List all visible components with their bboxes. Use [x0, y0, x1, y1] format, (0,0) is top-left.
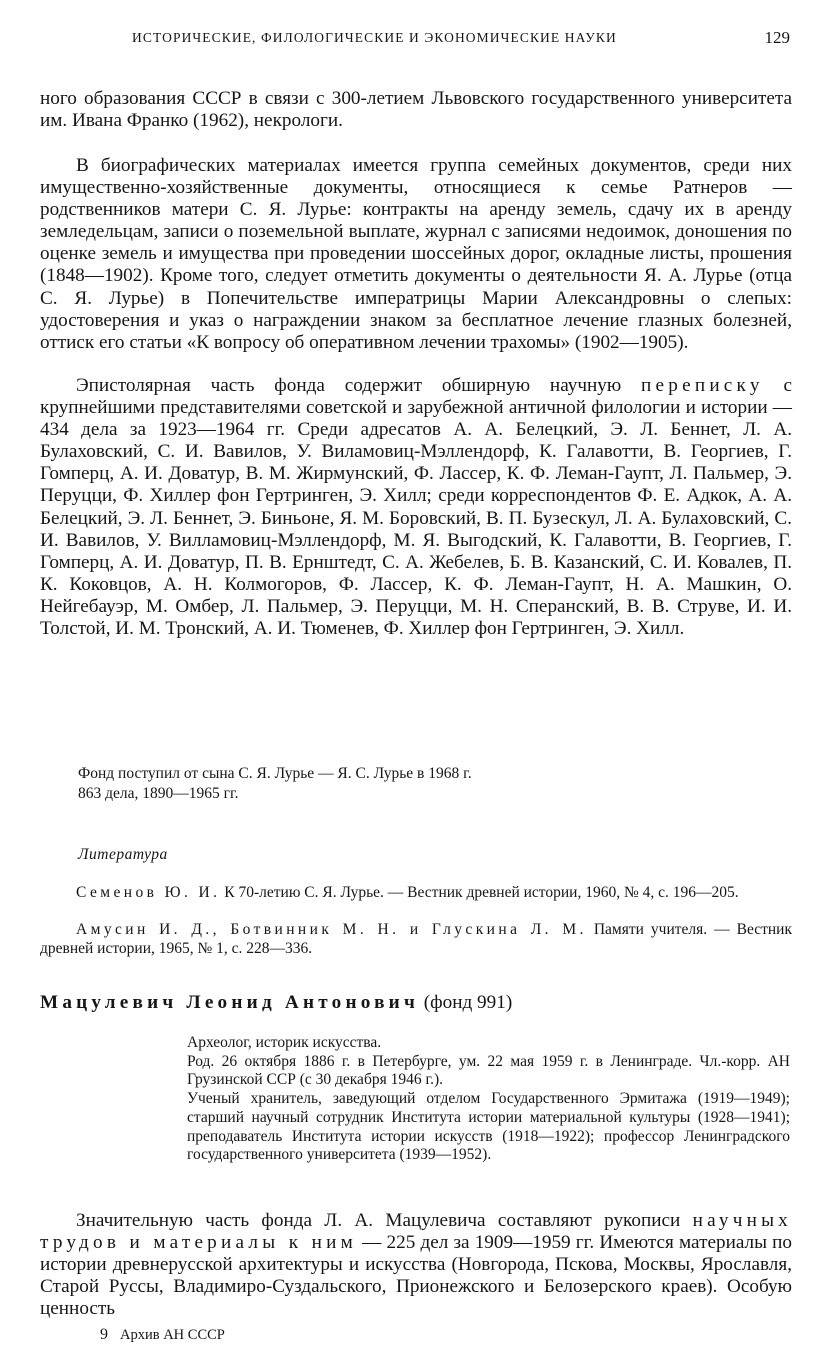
literature-heading: Литература: [78, 846, 168, 863]
paragraph-text: В биографических материалах имеется группа семейных документов, среди них имущественно-хозяйственные документы, относящиеся к семье Ратнеров — родственников матери С. Я. Лурье: контракты на аренду земель, сдачу их в аренду земледельцам, записи о поземельной выплате, журнал с записями недоимок, доношения по оценке земель и имущества при проведении шоссейных дорог, окладные листы, прошения (1848—1902). Кроме того, следует отметить документы о деятельности Я. А. Лурье (отца С. Я. Лурье) в Попечительстве императрицы Марии Александровны о слепых: удостоверения и указ о награждении знаком за бесплатное лечение глазных болезней, оттиск его статьи «К вопросу об оперативном лечении трахомы» (1902—1905).: [40, 155, 792, 353]
paragraph-text-rest: с крупнейшими представителями советской и зарубежной античной филологии и истории — 434 дела за 1923—1964 гг. Среди адресатов А. А. Белецкий, Э. Л. Беннет, Л. А. Булаховский, С. И. Вавилов, У. Виламовиц-Мэллендорф, К. Галавотти, В. Георгиев, Г. Гомперц, А. И. Доватур, В. М. Жирмунский, Ф. Лассер, К. Ф. Леман-Гаупт, Л. Пальмер, Э. Перуцци, Ф. Хиллер фон Гертринген, Э. Хилл; среди корреспондентов Ф. Е. Адкок, А. А. Белецкий, Э. Л. Беннет, Э. Биньоне, Я. М. Боровский, В. П. Бузескул, Л. А. Булаховский, С. И. Вавилов, У. Вилламовиц-Мэллендорф, М. Я. Выгодский, К. Галавотти, В. Георгиев, Г. Гомперц, А. И. Доватур, П. В. Ернштедт, С. А. Жебелев, Б. В. Казанский, С. И. Ковалев, П. К. Коковцов, А. Н. Колмогоров, Ф. Лассер, К. Ф. Леман-Гаупт, Н. А. Машкин, О. Нейгебауэр, М. Омбер, Л. Пальмер, Э. Перуцци, М. Н. Сперанский, В. В. Струве, И. И. Толстой, И. М. Тронский, А. И. Тюменев, Ф. Хиллер фон Гертринген, Э. Хилл.: [40, 375, 793, 640]
biography-block: [187, 1034, 790, 1165]
paragraph-manuscripts: [40, 1210, 792, 1320]
bio-line: Археолог, историк искусства.: [187, 1034, 382, 1051]
literature-text: К 70-летию С. Я. Лурье. — Вестник древней истории, 1960, № 4, с. 196—205.: [224, 884, 739, 901]
section-heading: [40, 992, 512, 1014]
section-fond-number: (фонд 991): [423, 992, 513, 1013]
page-number: 129: [764, 28, 790, 47]
paragraph-correspondence: [40, 375, 792, 640]
section-person-name: Мацулевич Леонид Антонович: [40, 992, 419, 1013]
literature-author: Семенов Ю. И.: [76, 884, 221, 901]
literature-author: Амусин И. Д., Ботвинник М. Н. и Глускина Л. М.: [76, 921, 587, 938]
literature-entry: [40, 884, 792, 903]
paragraph-text-start: Эпистолярная часть фонда содержит обширную научную: [76, 375, 622, 396]
literature-entry: [40, 921, 792, 958]
paragraph-continuation: ного образования СССР в связи с 300-летием Львовского государственного университета им. Ивана Франко (1962), некрологи.: [40, 88, 792, 132]
footer-text: Архив АН СССР: [120, 1327, 225, 1343]
paragraph-text-start: Значительную часть фонда Л. А. Мацулевича составляют рукописи: [76, 1210, 681, 1231]
literature-text: Памяти учителя. — Вестник древней истории, 1965, № 1, с. 228—336.: [40, 921, 792, 957]
signature-mark: 9: [100, 1326, 108, 1343]
running-title: ИСТОРИЧЕСКИЕ, ФИЛОЛОГИЧЕСКИЕ И ЭКОНОМИЧЕСКИЕ НАУКИ: [132, 30, 617, 45]
running-header: [40, 30, 792, 52]
paragraph-biographical-materials: [40, 155, 792, 354]
fund-note: [78, 764, 778, 804]
spaced-emphasis: научных трудов и материалы к ним: [40, 1210, 792, 1254]
spaced-emphasis: переписку: [641, 375, 764, 396]
fund-note-line: Фонд поступил от сына С. Я. Лурье — Я. С. Лурье в 1968 г.: [78, 765, 472, 782]
fund-note-line: 863 дела, 1890—1965 гг.: [78, 785, 239, 802]
bio-line: Род. 26 октября 1886 г. в Петербурге, ум. 22 мая 1959 г. в Ленинграде. Чл.-корр. АН Грузинской ССР (с 30 декабря 1946 г.).: [187, 1052, 790, 1089]
page-footer: [100, 1326, 225, 1344]
paragraph-text-rest: — 225 дел за 1909—1959 гг. Имеются материалы по истории древнерусской архитектуры и искусства (Новгорода, Пскова, Москвы, Ярославля, Старой Руссы, Владимиро-Суздальского, Прионежского и Белозерского краев). Особую ценность: [40, 1232, 793, 1320]
bio-line: Ученый хранитель, заведующий отделом Государственного Эрмитажа (1919—1949); старший научный сотрудник Института истории материальной культуры (1928—1941); преподаватель Института истории искусств (1918—1922); профессор Ленинградского государственного университета (1939—1952).: [187, 1090, 790, 1164]
